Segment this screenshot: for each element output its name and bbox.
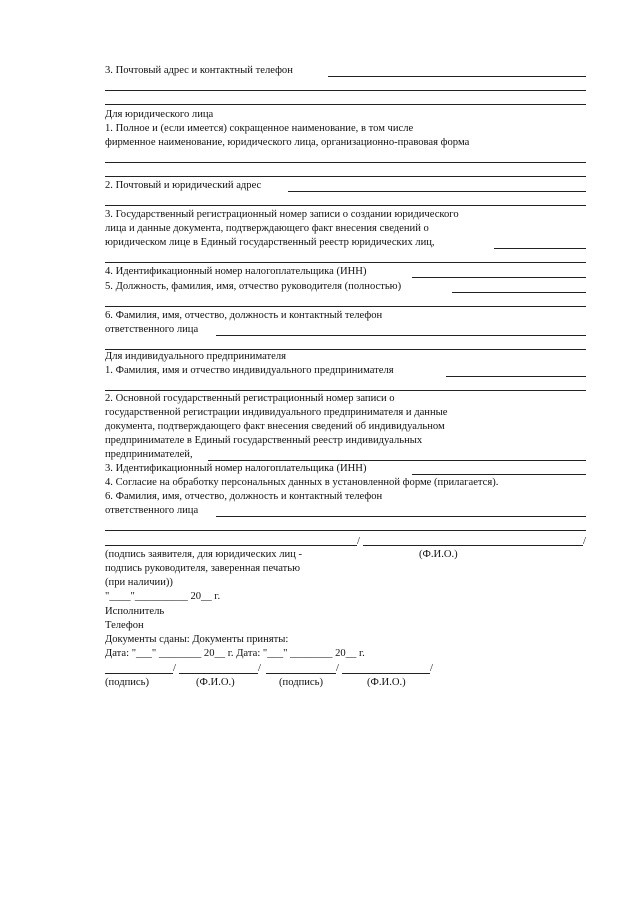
legal-name-label-2: фирменное наименование, юридического лица, организационно-правовая форма	[105, 137, 470, 148]
postal-address-field-2[interactable]	[105, 90, 586, 91]
legal-contact-label-1: 6. Фамилия, имя, отчество, должность и контактный телефон	[105, 310, 383, 321]
signature-caption-1: (подпись заявителя, для юридических лиц -	[105, 549, 303, 560]
individual-ogrnip-field[interactable]	[208, 460, 586, 461]
individual-contact-field-2[interactable]	[105, 530, 586, 531]
legal-ogrn-label-2: лица и данные документа, подтверждающего факт внесения сведений о	[105, 223, 429, 234]
documents-label: Документы сданы: Документы приняты:	[105, 634, 289, 645]
receiver-separator-end: /	[430, 663, 433, 674]
individual-contact-field[interactable]	[216, 516, 586, 517]
postal-address-label: 3. Почтовый адрес и контактный телефон	[105, 65, 293, 76]
executor-label: Исполнитель	[105, 606, 165, 617]
legal-inn-label: 4. Идентификационный номер налогоплательщика (ИНН)	[105, 266, 367, 277]
phone-label: Телефон	[105, 620, 144, 631]
submitter-signature-caption: (подпись)	[105, 677, 149, 688]
receiver-fio-caption: (Ф.И.О.)	[367, 677, 406, 688]
individual-heading: Для индивидуального предпринимателя	[105, 351, 286, 362]
legal-name-field[interactable]	[105, 162, 586, 163]
legal-address-label: 2. Почтовый и юридический адрес	[105, 180, 262, 191]
individual-consent-label: 4. Согласие на обработку персональных данных в установленной форме (прилагается).	[105, 477, 499, 488]
postal-address-field-3[interactable]	[105, 104, 586, 105]
individual-ogrnip-label-1: 2. Основной государственный регистрационный номер записи о	[105, 393, 395, 404]
legal-contact-field[interactable]	[216, 335, 586, 336]
submitter-signature-field[interactable]	[105, 673, 173, 674]
individual-inn-label: 3. Идентификационный номер налогоплательщика (ИНН)	[105, 463, 367, 474]
legal-address-field-2[interactable]	[105, 205, 586, 206]
legal-director-field[interactable]	[452, 292, 586, 293]
individual-contact-label-1: 6. Фамилия, имя, отчество, должность и контактный телефон	[105, 491, 383, 502]
signature-separator-end: /	[583, 536, 586, 547]
applicant-signature-field[interactable]	[105, 545, 357, 546]
submitter-fio-field[interactable]	[179, 673, 258, 674]
submitter-fio-caption: (Ф.И.О.)	[196, 677, 235, 688]
signature-caption-2: подпись руководителя, заверенная печатью	[105, 563, 301, 574]
documents-date-row[interactable]: Дата: "___" ________ 20__ г. Дата: "___" ________ 20__ г.	[105, 648, 365, 659]
individual-inn-field[interactable]	[412, 474, 586, 475]
individual-contact-label-2: ответственного лица	[105, 505, 199, 516]
signature-caption-3: (при наличии))	[105, 577, 173, 588]
receiver-separator: /	[336, 663, 339, 674]
legal-inn-field[interactable]	[412, 277, 586, 278]
legal-ogrn-field[interactable]	[494, 248, 586, 249]
legal-director-label: 5. Должность, фамилия, имя, отчество руководителя (полностью)	[105, 281, 402, 292]
signature-fio-caption: (Ф.И.О.)	[419, 549, 458, 560]
postal-address-field[interactable]	[328, 76, 586, 77]
individual-ogrnip-label-5: предпринимателей,	[105, 449, 193, 460]
legal-address-field[interactable]	[288, 191, 586, 192]
submitter-separator: /	[173, 663, 176, 674]
receiver-fio-field[interactable]	[342, 673, 430, 674]
individual-name-field-2[interactable]	[105, 390, 586, 391]
legal-ogrn-label-3: юридическом лице в Единый государственный реестр юридических лиц,	[105, 237, 435, 248]
legal-name-field-2[interactable]	[105, 176, 586, 177]
legal-director-field-2[interactable]	[105, 306, 586, 307]
legal-entity-heading: Для юридического лица	[105, 109, 214, 120]
receiver-signature-caption: (подпись)	[279, 677, 323, 688]
signature-date[interactable]: "____"__________ 20__ г.	[105, 591, 221, 602]
individual-ogrnip-label-3: документа, подтверждающего факт внесения сведений об индивидуальном	[105, 421, 445, 432]
legal-ogrn-field-2[interactable]	[105, 262, 586, 263]
individual-name-field[interactable]	[446, 376, 586, 377]
individual-ogrnip-label-2: государственной регистрации индивидуального предпринимателя и данные	[105, 407, 448, 418]
applicant-fio-field[interactable]	[363, 545, 583, 546]
legal-name-label-1: 1. Полное и (если имеется) сокращенное наименование, в том числе	[105, 123, 414, 134]
signature-separator: /	[357, 536, 360, 547]
individual-name-label: 1. Фамилия, имя и отчество индивидуального предпринимателя	[105, 365, 394, 376]
submitter-separator-end: /	[258, 663, 261, 674]
legal-ogrn-label-1: 3. Государственный регистрационный номер записи о создании юридического	[105, 209, 459, 220]
individual-ogrnip-label-4: предпринимателе в Единый государственный реестр индивидуальных	[105, 435, 423, 446]
legal-contact-label-2: ответственного лица	[105, 324, 199, 335]
receiver-signature-field[interactable]	[266, 673, 336, 674]
